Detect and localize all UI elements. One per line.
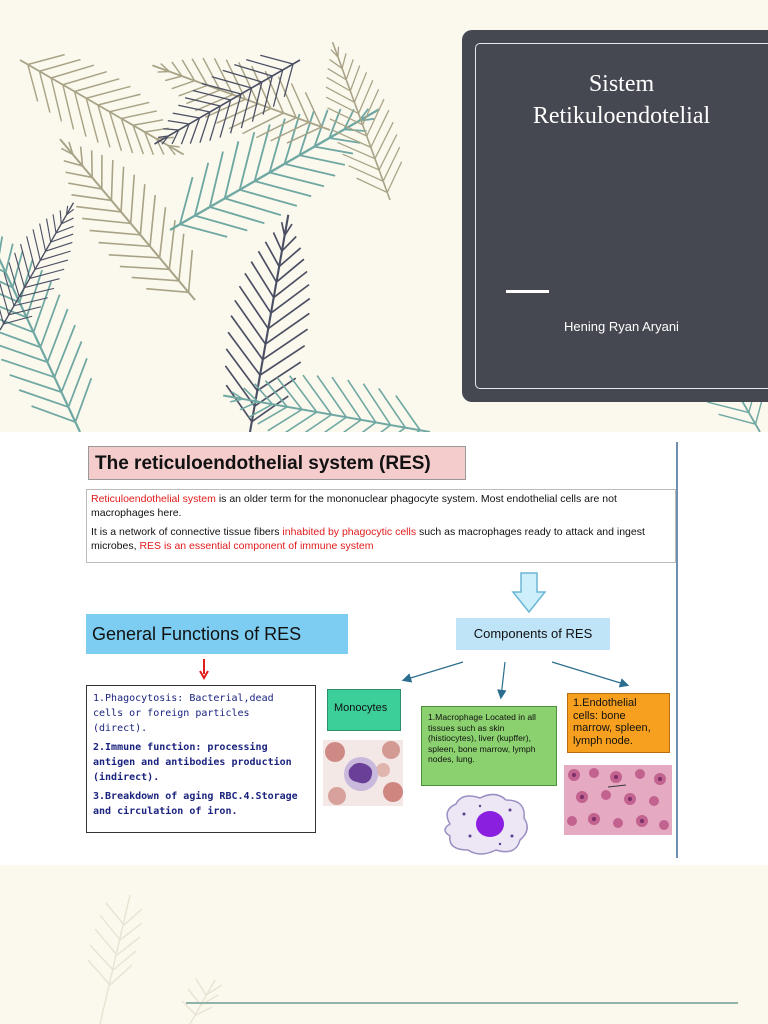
res-description-text-1: is an older term for the mononuclear phagocyte system. Most endothelial cells are not macrophages here. xyxy=(91,493,617,519)
feather-olive-2 xyxy=(141,34,341,161)
footer-line xyxy=(186,1002,738,1004)
macrophage-cell-image xyxy=(440,790,532,858)
endothelial-box: 1.Endothelial cells: bone marrow, spleen, lymph node. xyxy=(567,693,670,753)
content-slide xyxy=(0,432,768,865)
title-card xyxy=(462,30,768,402)
feather-pattern-bottom xyxy=(0,865,768,1024)
slide-title-line-2: Retikuloendotelial xyxy=(532,103,711,129)
slide-title-line-1: Sistem xyxy=(588,71,655,97)
function-item-iron: 3.Breakdown of aging RBC.4.Storage and circulation of iron. xyxy=(93,791,298,817)
monocyte-cell-image xyxy=(323,740,403,806)
slide-author: Hening Ryan Aryani xyxy=(564,319,679,334)
res-description-text-3: such as macrophages ready to attack and ingest microbes, xyxy=(91,526,645,552)
function-item-phagocytosis: 1.Phagocytosis: Bacterial,dead cells or foreign particles (direct). xyxy=(93,693,274,734)
function-item-immune: 2.Immune function: processing antigen and antibodies production (indirect). xyxy=(93,742,292,783)
general-functions-box: General Functions of RES xyxy=(86,614,348,654)
feather-navy-1 xyxy=(212,208,327,432)
slide-title xyxy=(475,68,768,132)
macrophage-box: 1.Macrophage Located in all tissues such as skin (histiocytes), liver (kupffer), spleen, bone marrow, lymph nodes, lung. xyxy=(421,706,557,786)
res-term: Reticuloendothelial system xyxy=(91,493,216,505)
feather-olive-4 xyxy=(305,32,418,210)
blank-slide xyxy=(0,865,768,1024)
res-heading: The reticuloendothelial system (RES) xyxy=(88,446,466,480)
res-highlight-immune: RES is an essential component of immune system xyxy=(139,539,374,552)
feather-teal-3 xyxy=(217,359,437,432)
res-highlight-phagocytic: inhabited by phagocytic cells xyxy=(282,526,417,538)
title-divider xyxy=(506,290,549,293)
components-box: Components of RES xyxy=(456,618,610,650)
arrow-to-monocytes xyxy=(404,662,463,680)
arrow-to-endothelial xyxy=(552,662,627,685)
endothelial-tissue-image xyxy=(564,765,672,835)
arrow-to-macrophage xyxy=(501,662,505,697)
monocytes-box: Monocytes xyxy=(327,689,401,731)
res-description-text-2: It is a network of connective tissue fibers xyxy=(91,526,283,538)
feather-navy-3 xyxy=(0,190,96,343)
title-slide xyxy=(0,0,768,432)
